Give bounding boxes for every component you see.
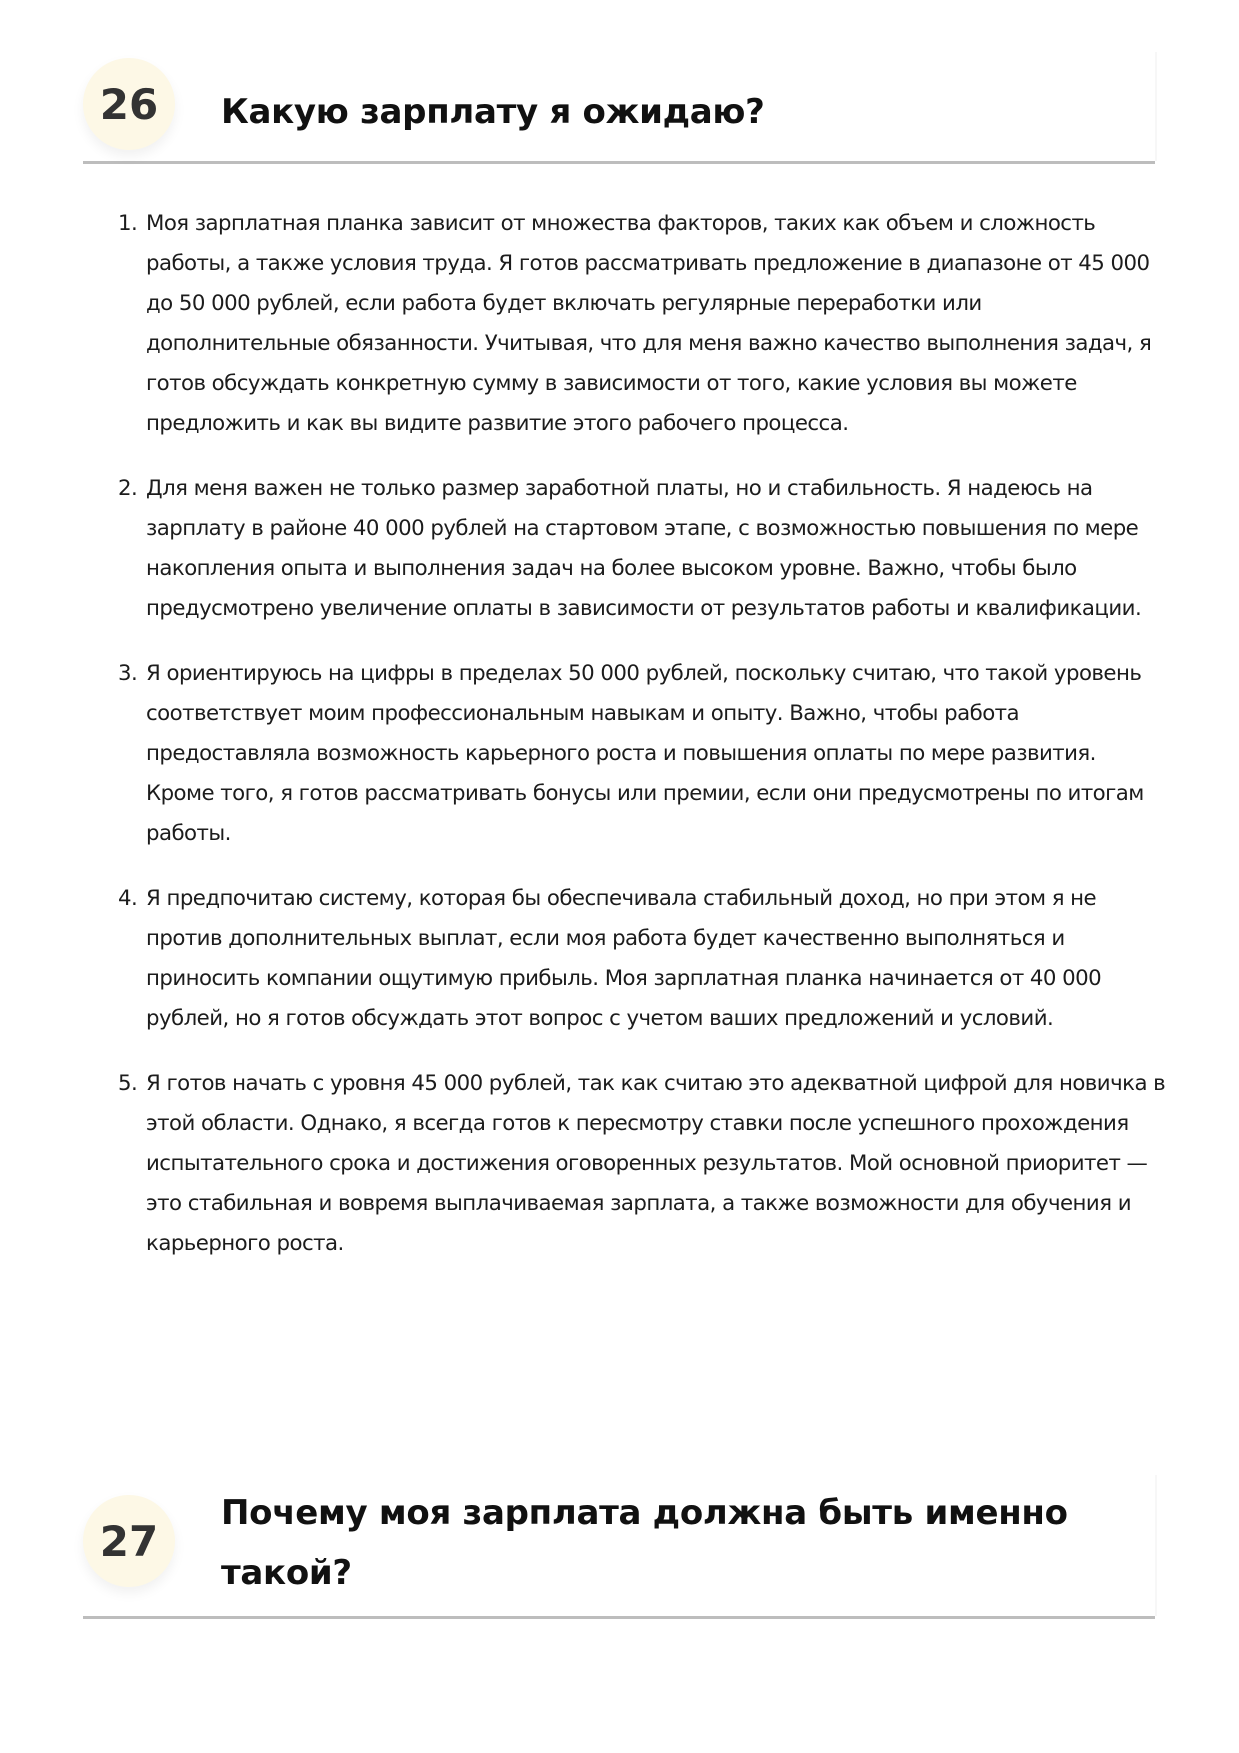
section-header-27 <box>83 1475 1155 1619</box>
answer-number: 1. <box>118 211 138 236</box>
answer-item <box>118 204 1168 444</box>
answer-number: 4. <box>118 886 138 911</box>
answer-number: 5. <box>118 1071 138 1096</box>
section-header-26 <box>83 52 1155 164</box>
answer-item <box>118 654 1168 854</box>
header-panel-edge <box>1155 52 1157 161</box>
answer-text: Я готов начать с уровня 45 000 рублей, так как считаю это адекватной цифрой для новичка в этой области. Однако, я всегда готов к пересмотру ставки после успешного прохождения испытательного срока и достижения оговоренных результатов. Мой основной приоритет — это стабильная и вовремя выплачиваемая зарплата, а также возможности для обучения и карьерного роста. <box>146 1071 1166 1256</box>
section-title: Почему моя зарплата должна быть именно такой? <box>221 1493 1068 1593</box>
answer-number: 2. <box>118 476 138 501</box>
answer-text: Я предпочитаю систему, которая бы обеспечивала стабильный доход, но при этом я не против дополнительных выплат, если моя работа будет качественно выполняться и приносить компании ощутимую прибыль. Моя зарплатная планка начинается от 40 000 рублей, но я готов обсуждать этот вопрос с учетом ваших предложений и условий. <box>146 886 1102 1031</box>
header-panel-edge <box>1155 1475 1157 1616</box>
answer-text: Для меня важен не только размер заработной платы, но и стабильность. Я надеюсь на зарплату в районе 40 000 рублей на стартовом этапе, с возможностью повышения по мере накопления опыта и выполнения задач на более высоком уровне. Важно, чтобы было предусмотрено увеличение оплаты в зависимости от результатов работы и квалификации. <box>146 476 1142 621</box>
answer-number: 3. <box>118 661 138 686</box>
answer-list <box>118 204 1168 1289</box>
section-title: Какую зарплату я ожидаю? <box>221 92 765 132</box>
answer-item <box>118 469 1168 629</box>
answer-item <box>118 879 1168 1039</box>
section-number-badge: 26 <box>83 58 175 150</box>
answer-item <box>118 1064 1168 1264</box>
answer-text: Я ориентируюсь на цифры в пределах 50 000 рублей, поскольку считаю, что такой уровень соответствует моим профессиональным навыкам и опыту. Важно, чтобы работа предоставляла возможность карьерного роста и повышения оплаты по мере развития. Кроме того, я готов рассматривать бонусы или премии, если они предусмотрены по итогам работы. <box>146 661 1144 846</box>
section-number-badge: 27 <box>83 1495 175 1587</box>
answer-text: Моя зарплатная планка зависит от множества факторов, таких как объем и сложность работы, а также условия труда. Я готов рассматривать предложение в диапазоне от 45 000 до 50 000 рублей, если работа будет включать регулярные переработки или дополнительные обязанности. Учитывая, что для меня важно качество выполнения задач, я готов обсуждать конкретную сумму в зависимости от того, какие условия вы можете предложить и как вы видите развитие этого рабочего процесса. <box>146 211 1152 436</box>
